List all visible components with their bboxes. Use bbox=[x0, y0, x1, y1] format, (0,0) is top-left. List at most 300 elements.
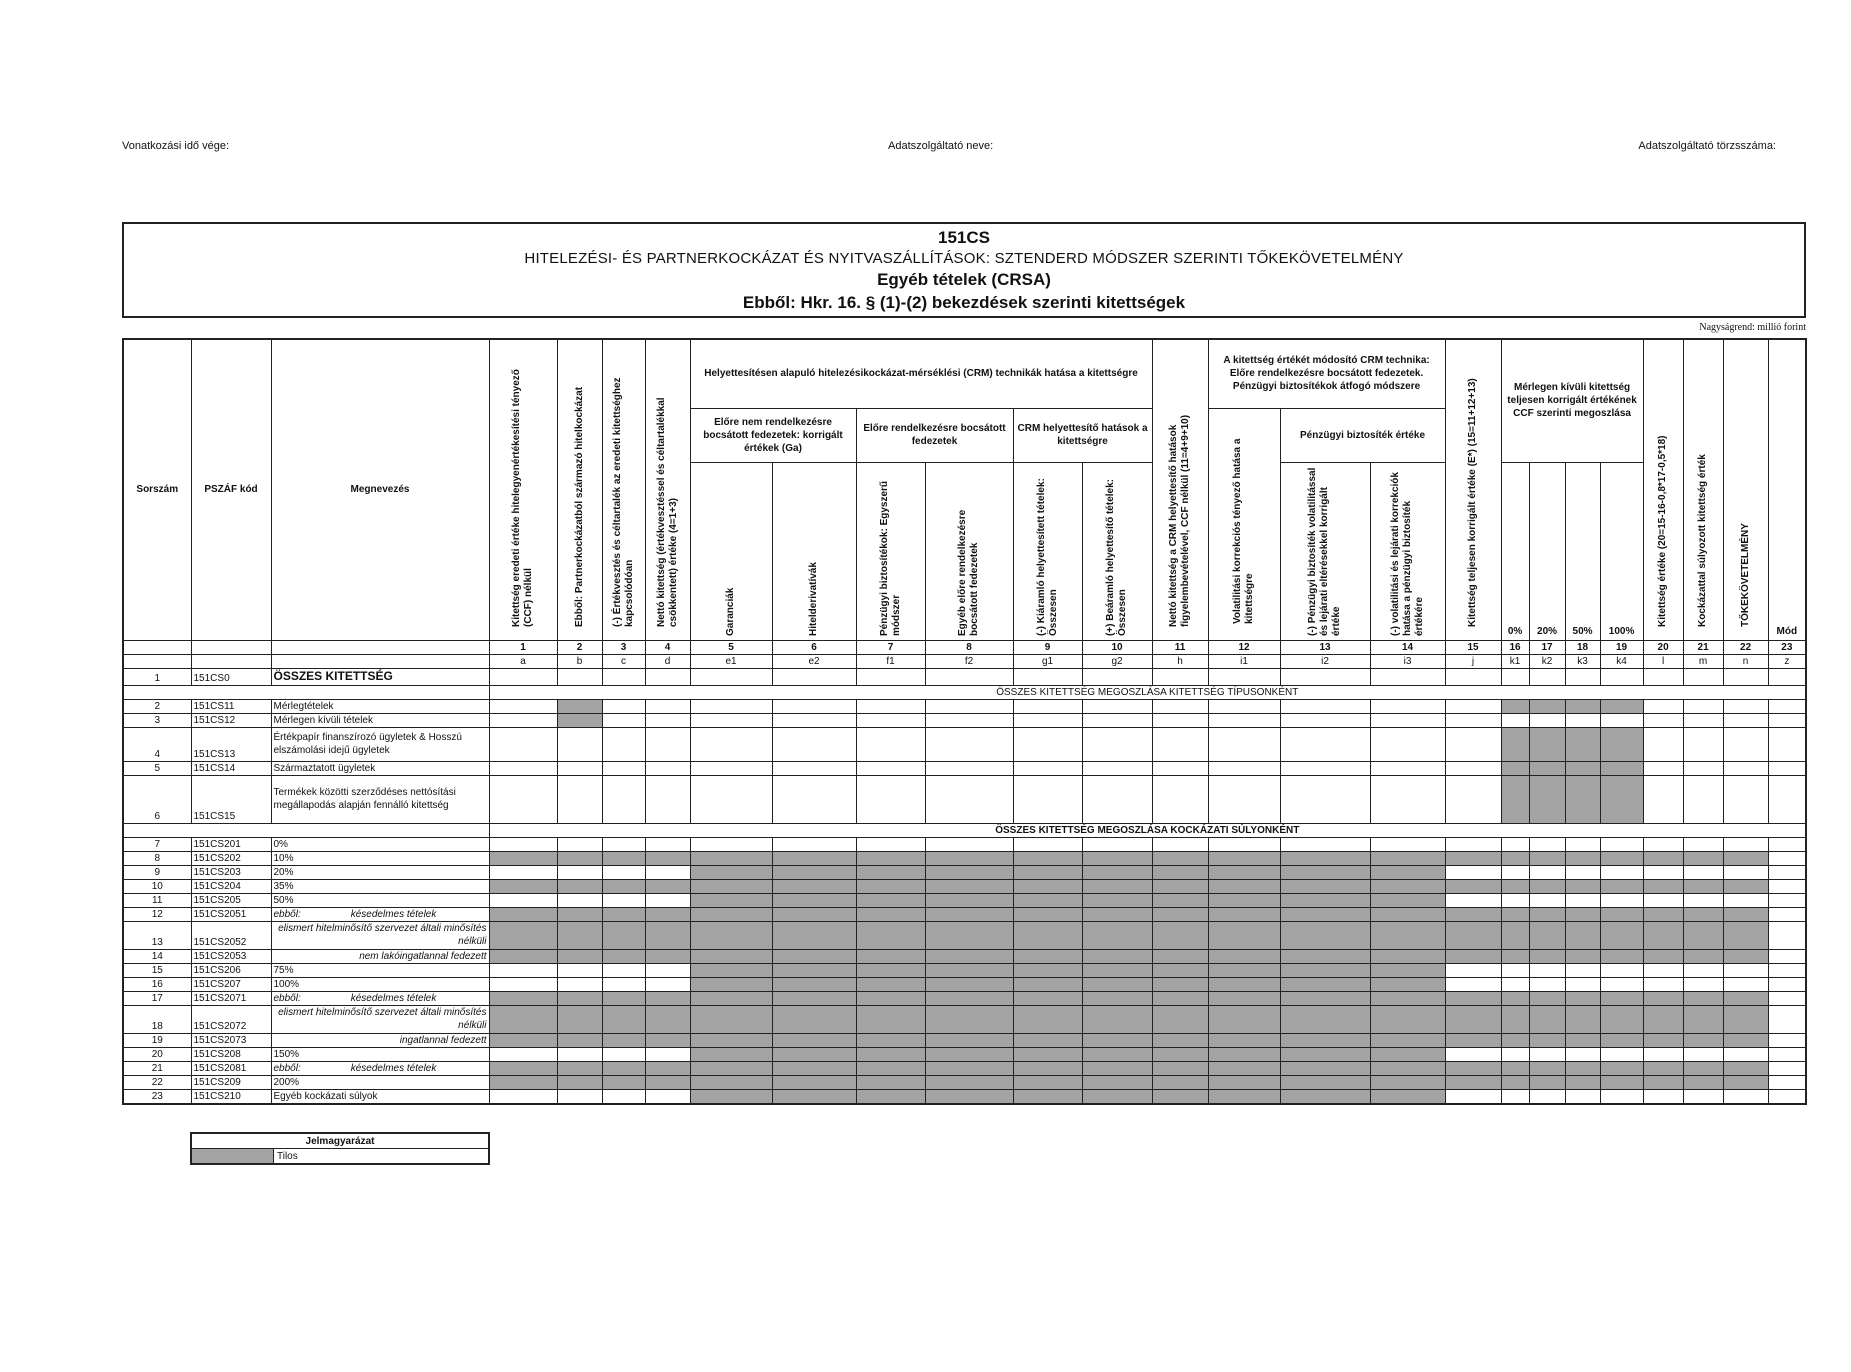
data-cell[interactable] bbox=[1501, 1047, 1529, 1061]
row-label[interactable]: 50% bbox=[271, 893, 489, 907]
data-cell[interactable] bbox=[1013, 775, 1082, 823]
data-cell[interactable] bbox=[772, 761, 856, 775]
data-cell[interactable] bbox=[1683, 775, 1723, 823]
data-cell bbox=[645, 851, 690, 865]
data-cell[interactable] bbox=[1723, 761, 1768, 775]
data-cell[interactable] bbox=[1013, 727, 1082, 761]
data-cell[interactable] bbox=[1280, 727, 1370, 761]
data-cell[interactable] bbox=[1280, 761, 1370, 775]
data-cell[interactable] bbox=[1723, 1047, 1768, 1061]
data-cell[interactable] bbox=[645, 713, 690, 727]
data-cell[interactable] bbox=[489, 761, 557, 775]
data-cell[interactable] bbox=[645, 1047, 690, 1061]
data-cell bbox=[602, 921, 645, 949]
data-cell[interactable] bbox=[1445, 775, 1501, 823]
row-label[interactable]: ÖSSZES KITETTSÉG bbox=[271, 668, 489, 685]
data-cell[interactable] bbox=[1643, 837, 1683, 851]
data-cell bbox=[1370, 879, 1445, 893]
data-cell[interactable] bbox=[1565, 837, 1600, 851]
data-cell[interactable] bbox=[557, 668, 602, 685]
col-number: 15 bbox=[1445, 640, 1501, 654]
data-cell[interactable] bbox=[1445, 761, 1501, 775]
data-cell[interactable] bbox=[1501, 865, 1529, 879]
data-cell[interactable] bbox=[1768, 761, 1806, 775]
form-code: 151CS bbox=[938, 228, 990, 247]
data-cell[interactable] bbox=[1565, 963, 1600, 977]
data-cell[interactable] bbox=[1152, 761, 1208, 775]
data-cell[interactable] bbox=[1643, 713, 1683, 727]
data-cell[interactable] bbox=[925, 837, 1013, 851]
data-cell[interactable] bbox=[1082, 837, 1152, 851]
row-code: 151CS207 bbox=[191, 977, 271, 991]
col-letter: i3 bbox=[1370, 654, 1445, 668]
row-label[interactable] bbox=[271, 991, 489, 1005]
data-cell[interactable] bbox=[1768, 727, 1806, 761]
data-cell bbox=[1529, 949, 1565, 963]
data-cell[interactable] bbox=[1082, 761, 1152, 775]
data-cell[interactable] bbox=[1152, 699, 1208, 713]
data-cell[interactable] bbox=[1683, 865, 1723, 879]
col-letter: i1 bbox=[1208, 654, 1280, 668]
data-cell bbox=[1208, 963, 1280, 977]
row-label[interactable]: ingatlannal fedezett bbox=[271, 1033, 489, 1047]
data-cell bbox=[690, 865, 772, 879]
data-cell[interactable] bbox=[557, 865, 602, 879]
data-cell[interactable] bbox=[1643, 1089, 1683, 1104]
data-cell[interactable] bbox=[1723, 893, 1768, 907]
data-cell[interactable] bbox=[557, 963, 602, 977]
data-cell[interactable] bbox=[1152, 668, 1208, 685]
data-cell[interactable] bbox=[690, 668, 772, 685]
row-label[interactable]: Mérlegtételek bbox=[271, 699, 489, 713]
data-cell[interactable] bbox=[772, 727, 856, 761]
data-cell bbox=[557, 1061, 602, 1075]
data-cell[interactable] bbox=[1208, 837, 1280, 851]
data-cell[interactable] bbox=[690, 837, 772, 851]
data-cell[interactable] bbox=[1683, 977, 1723, 991]
data-cell[interactable] bbox=[1082, 668, 1152, 685]
data-cell[interactable] bbox=[1013, 713, 1082, 727]
data-cell[interactable] bbox=[1565, 977, 1600, 991]
data-cell[interactable] bbox=[1723, 977, 1768, 991]
data-cell[interactable] bbox=[1600, 837, 1643, 851]
data-cell[interactable] bbox=[1152, 727, 1208, 761]
data-cell[interactable] bbox=[1152, 775, 1208, 823]
data-cell[interactable] bbox=[1501, 893, 1529, 907]
unit-label: Nagyságrend: millió forint bbox=[1699, 322, 1806, 333]
data-cell[interactable] bbox=[1445, 1047, 1501, 1061]
data-cell[interactable] bbox=[1445, 713, 1501, 727]
data-cell[interactable] bbox=[1529, 893, 1565, 907]
data-cell[interactable] bbox=[1280, 775, 1370, 823]
data-cell[interactable] bbox=[1600, 1089, 1643, 1104]
data-cell bbox=[1013, 949, 1082, 963]
data-cell[interactable] bbox=[1683, 727, 1723, 761]
data-cell[interactable] bbox=[645, 699, 690, 713]
data-cell[interactable] bbox=[1600, 668, 1643, 685]
data-cell[interactable] bbox=[602, 837, 645, 851]
data-cell[interactable] bbox=[1529, 713, 1565, 727]
data-cell[interactable] bbox=[489, 963, 557, 977]
data-cell[interactable] bbox=[1445, 837, 1501, 851]
data-cell[interactable] bbox=[1768, 713, 1806, 727]
data-cell[interactable] bbox=[1600, 865, 1643, 879]
data-cell[interactable] bbox=[1723, 727, 1768, 761]
data-cell[interactable] bbox=[1683, 1047, 1723, 1061]
data-cell[interactable] bbox=[1445, 727, 1501, 761]
data-cell[interactable] bbox=[1768, 949, 1806, 963]
data-cell[interactable] bbox=[1529, 977, 1565, 991]
data-cell[interactable] bbox=[772, 668, 856, 685]
data-cell[interactable] bbox=[645, 761, 690, 775]
data-cell[interactable] bbox=[1723, 865, 1768, 879]
data-cell[interactable] bbox=[1565, 865, 1600, 879]
data-cell[interactable] bbox=[1600, 893, 1643, 907]
table-row bbox=[123, 991, 1806, 1005]
data-cell[interactable] bbox=[1208, 727, 1280, 761]
row-label[interactable]: 0% bbox=[271, 837, 489, 851]
data-cell[interactable] bbox=[925, 775, 1013, 823]
data-cell[interactable] bbox=[1529, 837, 1565, 851]
data-cell[interactable] bbox=[1768, 1061, 1806, 1075]
col-letter: j bbox=[1445, 654, 1501, 668]
data-cell bbox=[772, 963, 856, 977]
data-cell[interactable] bbox=[856, 668, 925, 685]
data-cell[interactable] bbox=[1152, 713, 1208, 727]
data-cell[interactable] bbox=[1768, 907, 1806, 921]
data-cell[interactable] bbox=[1370, 713, 1445, 727]
data-cell[interactable] bbox=[645, 865, 690, 879]
data-cell[interactable] bbox=[1445, 699, 1501, 713]
row-label[interactable]: 75% bbox=[271, 963, 489, 977]
data-cell[interactable] bbox=[1600, 963, 1643, 977]
data-cell[interactable] bbox=[1370, 668, 1445, 685]
data-cell[interactable] bbox=[1723, 699, 1768, 713]
data-cell[interactable] bbox=[1082, 775, 1152, 823]
data-cell[interactable] bbox=[1370, 837, 1445, 851]
data-cell[interactable] bbox=[1768, 1089, 1806, 1104]
data-cell[interactable] bbox=[1600, 977, 1643, 991]
col-letter: m bbox=[1683, 654, 1723, 668]
data-cell[interactable] bbox=[1013, 699, 1082, 713]
data-cell bbox=[690, 949, 772, 963]
data-cell[interactable] bbox=[1501, 837, 1529, 851]
data-cell[interactable] bbox=[1723, 837, 1768, 851]
data-cell[interactable] bbox=[1529, 1089, 1565, 1104]
data-cell[interactable] bbox=[489, 775, 557, 823]
data-cell[interactable] bbox=[1768, 963, 1806, 977]
data-cell[interactable] bbox=[1280, 699, 1370, 713]
row-label[interactable] bbox=[271, 907, 489, 921]
legend bbox=[190, 1132, 490, 1165]
table-row bbox=[123, 977, 1806, 991]
data-cell[interactable] bbox=[1683, 1089, 1723, 1104]
data-cell[interactable] bbox=[1600, 1047, 1643, 1061]
col-letter: l bbox=[1643, 654, 1683, 668]
row-label[interactable] bbox=[271, 1061, 489, 1075]
data-cell[interactable] bbox=[1643, 668, 1683, 685]
data-cell[interactable] bbox=[1445, 977, 1501, 991]
data-cell[interactable] bbox=[489, 727, 557, 761]
data-cell[interactable] bbox=[1768, 775, 1806, 823]
data-cell[interactable] bbox=[1723, 1089, 1768, 1104]
data-cell bbox=[1280, 865, 1370, 879]
data-cell[interactable] bbox=[1600, 713, 1643, 727]
data-cell[interactable] bbox=[690, 761, 772, 775]
data-cell[interactable] bbox=[557, 727, 602, 761]
data-cell[interactable] bbox=[1501, 668, 1529, 685]
col-header-23: Mód bbox=[1768, 339, 1806, 640]
col-header-megnevezes: Megnevezés bbox=[271, 339, 489, 640]
data-cell bbox=[856, 1075, 925, 1089]
table-row bbox=[123, 775, 1806, 823]
data-cell[interactable] bbox=[856, 699, 925, 713]
data-cell[interactable] bbox=[1445, 963, 1501, 977]
data-cell[interactable] bbox=[557, 977, 602, 991]
data-cell[interactable] bbox=[925, 727, 1013, 761]
data-cell[interactable] bbox=[1643, 865, 1683, 879]
data-cell[interactable] bbox=[1280, 713, 1370, 727]
data-cell[interactable] bbox=[925, 699, 1013, 713]
data-cell[interactable] bbox=[602, 668, 645, 685]
data-cell[interactable] bbox=[1723, 713, 1768, 727]
data-cell[interactable] bbox=[489, 1047, 557, 1061]
data-cell[interactable] bbox=[1768, 921, 1806, 949]
data-cell[interactable] bbox=[1501, 713, 1529, 727]
data-cell[interactable] bbox=[557, 1089, 602, 1104]
data-cell[interactable] bbox=[489, 668, 557, 685]
data-cell[interactable] bbox=[1768, 668, 1806, 685]
data-cell[interactable] bbox=[1643, 893, 1683, 907]
data-cell[interactable] bbox=[1768, 865, 1806, 879]
data-cell[interactable] bbox=[1501, 977, 1529, 991]
data-cell[interactable] bbox=[602, 1089, 645, 1104]
data-cell bbox=[1683, 921, 1723, 949]
col-number: 5 bbox=[690, 640, 772, 654]
row-label[interactable]: 100% bbox=[271, 977, 489, 991]
data-cell[interactable] bbox=[489, 837, 557, 851]
data-cell[interactable] bbox=[489, 1089, 557, 1104]
data-cell[interactable] bbox=[690, 775, 772, 823]
row-label[interactable]: 35% bbox=[271, 879, 489, 893]
data-cell bbox=[602, 1061, 645, 1075]
data-cell[interactable] bbox=[1370, 699, 1445, 713]
data-cell bbox=[1152, 893, 1208, 907]
data-cell[interactable] bbox=[1643, 775, 1683, 823]
data-cell[interactable] bbox=[1529, 1047, 1565, 1061]
data-cell[interactable] bbox=[1565, 1047, 1600, 1061]
data-cell[interactable] bbox=[1082, 699, 1152, 713]
data-cell[interactable] bbox=[645, 727, 690, 761]
data-cell[interactable] bbox=[1768, 1047, 1806, 1061]
table-row bbox=[123, 1075, 1806, 1089]
data-cell[interactable] bbox=[602, 865, 645, 879]
data-cell[interactable] bbox=[856, 713, 925, 727]
data-cell[interactable] bbox=[1208, 668, 1280, 685]
data-cell[interactable] bbox=[645, 668, 690, 685]
data-cell bbox=[557, 879, 602, 893]
data-cell[interactable] bbox=[645, 963, 690, 977]
data-cell[interactable] bbox=[1529, 668, 1565, 685]
data-cell bbox=[1208, 865, 1280, 879]
data-cell[interactable] bbox=[602, 1047, 645, 1061]
data-cell[interactable] bbox=[690, 713, 772, 727]
data-cell[interactable] bbox=[690, 699, 772, 713]
data-cell[interactable] bbox=[690, 727, 772, 761]
data-cell[interactable] bbox=[602, 713, 645, 727]
data-cell[interactable] bbox=[557, 837, 602, 851]
data-cell[interactable] bbox=[1445, 893, 1501, 907]
data-cell[interactable] bbox=[1768, 1005, 1806, 1033]
data-cell[interactable] bbox=[557, 893, 602, 907]
data-cell[interactable] bbox=[1445, 668, 1501, 685]
row-label[interactable]: Származtatott ügyletek bbox=[271, 761, 489, 775]
row-label[interactable]: elismert hitelminősítő szervezet általi minősítés nélküli bbox=[271, 1005, 489, 1033]
row-code: 151CS208 bbox=[191, 1047, 271, 1061]
row-label[interactable]: 150% bbox=[271, 1047, 489, 1061]
row-label[interactable]: 10% bbox=[271, 851, 489, 865]
data-cell[interactable] bbox=[1768, 837, 1806, 851]
data-cell[interactable] bbox=[602, 963, 645, 977]
row-label[interactable]: 20% bbox=[271, 865, 489, 879]
data-cell[interactable] bbox=[1082, 727, 1152, 761]
data-cell[interactable] bbox=[856, 775, 925, 823]
data-cell[interactable] bbox=[772, 713, 856, 727]
data-cell[interactable] bbox=[1683, 893, 1723, 907]
data-cell bbox=[1723, 921, 1768, 949]
data-cell[interactable] bbox=[1208, 761, 1280, 775]
data-cell[interactable] bbox=[1683, 713, 1723, 727]
data-cell[interactable] bbox=[1768, 1075, 1806, 1089]
data-cell[interactable] bbox=[1370, 775, 1445, 823]
data-cell[interactable] bbox=[1643, 1047, 1683, 1061]
data-cell[interactable] bbox=[772, 699, 856, 713]
row-label[interactable]: 200% bbox=[271, 1075, 489, 1089]
data-cell[interactable] bbox=[1723, 775, 1768, 823]
data-cell[interactable] bbox=[1643, 761, 1683, 775]
row-label[interactable]: Egyéb kockázati súlyok bbox=[271, 1089, 489, 1104]
data-cell[interactable] bbox=[856, 837, 925, 851]
data-cell[interactable] bbox=[1643, 963, 1683, 977]
data-cell[interactable] bbox=[1768, 991, 1806, 1005]
data-cell[interactable] bbox=[557, 775, 602, 823]
data-cell[interactable] bbox=[489, 713, 557, 727]
section-row bbox=[123, 685, 1806, 699]
data-cell[interactable] bbox=[489, 699, 557, 713]
data-cell[interactable] bbox=[489, 865, 557, 879]
row-label[interactable]: nem lakóingatlannal fedezett bbox=[271, 949, 489, 963]
data-cell[interactable] bbox=[1565, 713, 1600, 727]
data-cell[interactable] bbox=[1683, 963, 1723, 977]
data-cell[interactable] bbox=[489, 977, 557, 991]
data-cell[interactable] bbox=[557, 761, 602, 775]
data-cell[interactable] bbox=[1370, 761, 1445, 775]
data-cell[interactable] bbox=[1683, 668, 1723, 685]
data-cell[interactable] bbox=[1565, 1089, 1600, 1104]
data-cell[interactable] bbox=[1445, 865, 1501, 879]
data-cell[interactable] bbox=[489, 893, 557, 907]
data-cell[interactable] bbox=[557, 1047, 602, 1061]
data-cell[interactable] bbox=[1280, 668, 1370, 685]
data-cell[interactable] bbox=[645, 977, 690, 991]
data-cell bbox=[1600, 1005, 1643, 1033]
data-cell[interactable] bbox=[1082, 713, 1152, 727]
data-cell[interactable] bbox=[1683, 837, 1723, 851]
data-cell[interactable] bbox=[1643, 699, 1683, 713]
data-cell[interactable] bbox=[1723, 668, 1768, 685]
data-cell[interactable] bbox=[1445, 1089, 1501, 1104]
data-cell[interactable] bbox=[602, 727, 645, 761]
col-letter: h bbox=[1152, 654, 1208, 668]
data-cell[interactable] bbox=[925, 668, 1013, 685]
data-cell[interactable] bbox=[1280, 837, 1370, 851]
data-cell[interactable] bbox=[1208, 713, 1280, 727]
data-cell[interactable] bbox=[602, 775, 645, 823]
data-cell[interactable] bbox=[925, 761, 1013, 775]
data-cell[interactable] bbox=[856, 761, 925, 775]
data-cell bbox=[1529, 727, 1565, 761]
data-cell[interactable] bbox=[1565, 893, 1600, 907]
data-cell[interactable] bbox=[1768, 1033, 1806, 1047]
data-cell[interactable] bbox=[1013, 837, 1082, 851]
data-cell[interactable] bbox=[1643, 727, 1683, 761]
data-cell[interactable] bbox=[1683, 761, 1723, 775]
data-cell[interactable] bbox=[1565, 668, 1600, 685]
data-cell[interactable] bbox=[645, 775, 690, 823]
data-cell[interactable] bbox=[856, 727, 925, 761]
data-cell[interactable] bbox=[1501, 1089, 1529, 1104]
row-label[interactable]: Mérlegen kívüli tételek bbox=[271, 713, 489, 727]
data-cell[interactable] bbox=[1529, 865, 1565, 879]
data-cell[interactable] bbox=[1013, 761, 1082, 775]
row-label[interactable]: Termékek közötti szerződéses nettósítási megállapodás alapján fennálló kitettség bbox=[271, 775, 489, 823]
row-label[interactable]: Értékpapír finanszírozó ügyletek & Hosszú elszámolási idejű ügyletek bbox=[271, 727, 489, 761]
data-cell[interactable] bbox=[772, 775, 856, 823]
data-cell[interactable] bbox=[1768, 893, 1806, 907]
data-cell[interactable] bbox=[1529, 963, 1565, 977]
data-cell[interactable] bbox=[645, 893, 690, 907]
data-cell[interactable] bbox=[1501, 963, 1529, 977]
col-header-14: (-) volatilitási és lejárati korrekciók hatása a pénzügyi biztosíték értékére bbox=[1389, 472, 1425, 636]
data-cell[interactable] bbox=[1683, 699, 1723, 713]
data-cell[interactable] bbox=[602, 761, 645, 775]
data-cell[interactable] bbox=[1013, 668, 1082, 685]
data-cell bbox=[1370, 921, 1445, 949]
data-cell[interactable] bbox=[1152, 837, 1208, 851]
col-header-20: Kitettség értéke (20=15-16-0,8*17-0,5*18) bbox=[1657, 435, 1669, 628]
data-cell[interactable] bbox=[1208, 699, 1280, 713]
data-cell[interactable] bbox=[602, 977, 645, 991]
col-letter: g1 bbox=[1013, 654, 1082, 668]
data-cell[interactable] bbox=[602, 699, 645, 713]
data-cell[interactable] bbox=[1370, 727, 1445, 761]
data-cell[interactable] bbox=[925, 713, 1013, 727]
data-cell[interactable] bbox=[1723, 963, 1768, 977]
data-cell[interactable] bbox=[1643, 977, 1683, 991]
data-cell[interactable] bbox=[1208, 775, 1280, 823]
data-cell bbox=[1013, 893, 1082, 907]
data-cell[interactable] bbox=[1768, 699, 1806, 713]
data-cell bbox=[1723, 1033, 1768, 1047]
data-cell[interactable] bbox=[772, 837, 856, 851]
data-cell[interactable] bbox=[1768, 851, 1806, 865]
data-cell[interactable] bbox=[1768, 879, 1806, 893]
data-cell[interactable] bbox=[645, 1089, 690, 1104]
data-cell[interactable] bbox=[602, 893, 645, 907]
data-cell[interactable] bbox=[1768, 977, 1806, 991]
data-cell[interactable] bbox=[645, 837, 690, 851]
row-label[interactable]: elismert hitelminősítő szervezet általi minősítés nélküli bbox=[271, 921, 489, 949]
